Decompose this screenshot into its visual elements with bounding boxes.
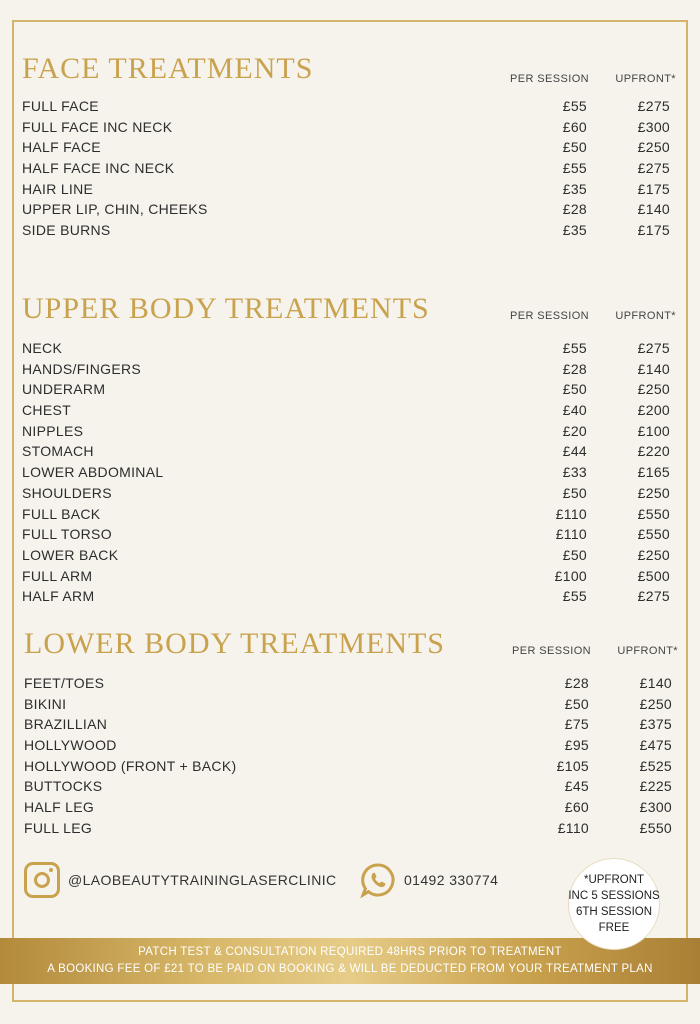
treatment-name: UPPER LIP, CHIN, CHEEKS: [22, 201, 208, 218]
per-session-price: £110: [557, 819, 589, 836]
whatsapp-contact[interactable]: [360, 862, 498, 898]
upfront-price: £525: [639, 757, 672, 774]
per-session-price: £95: [564, 737, 589, 754]
price-row: [22, 160, 672, 181]
badge-line: *UPFRONT: [583, 874, 645, 886]
upfront-price: £250: [637, 484, 670, 501]
per-session-price: £100: [554, 567, 587, 584]
price-row: [22, 201, 672, 222]
instagram-icon: [24, 862, 60, 898]
per-session-price: £60: [562, 118, 587, 135]
per-session-header: PER SESSION: [510, 310, 589, 322]
treatment-name: LOWER BACK: [22, 546, 119, 563]
treatment-name: HANDS/FINGERS: [22, 360, 142, 377]
price-row: [22, 222, 672, 243]
treatment-name: HALF FACE INC NECK: [22, 160, 175, 177]
upfront-price: £140: [639, 675, 672, 691]
price-row: [22, 139, 672, 160]
upfront-price: £165: [637, 464, 670, 481]
upfront-price: £275: [637, 160, 670, 177]
upfront-offer-badge: [568, 858, 660, 950]
price-list: [22, 340, 672, 609]
per-session-price: £50: [564, 695, 589, 712]
price-row: [24, 799, 674, 820]
per-session-price: £28: [562, 201, 587, 218]
treatment-name: SIDE BURNS: [22, 222, 111, 239]
price-row: [24, 675, 674, 696]
treatment-name: STOMACH: [22, 443, 94, 460]
treatment-name: FULL ARM: [22, 567, 93, 584]
per-session-price: £105: [556, 757, 589, 774]
section-title: FACE TREATMENTS: [22, 52, 314, 85]
banner-line: PATCH TEST & CONSULTATION REQUIRED 48HRS PRIOR TO TREATMENT: [138, 946, 562, 958]
section-title: UPPER BODY TREATMENTS: [22, 292, 430, 325]
upfront-price: £275: [637, 98, 670, 114]
lower-body-treatments-section: [24, 627, 678, 847]
per-session-price: £33: [562, 464, 587, 481]
price-row: [22, 402, 672, 423]
price-row: [22, 526, 672, 547]
per-session-price: £55: [562, 98, 587, 114]
upfront-price: £175: [637, 222, 670, 239]
phone-number[interactable]: 01492 330774: [404, 872, 499, 888]
price-row: [22, 443, 672, 464]
upfront-price: £550: [637, 526, 670, 543]
per-session-price: £50: [562, 381, 587, 398]
price-list: [24, 675, 674, 841]
treatment-name: FULL BACK: [22, 505, 101, 522]
price-row: [22, 340, 672, 361]
per-session-price: £75: [564, 716, 589, 733]
treatment-name: FULL FACE: [22, 98, 99, 114]
price-row: [22, 485, 672, 506]
upfront-price: £175: [637, 180, 670, 197]
upfront-price: £550: [639, 819, 672, 836]
per-session-price: £55: [562, 160, 587, 177]
treatment-name: CHEST: [22, 402, 71, 419]
price-row: [24, 778, 674, 799]
price-row: [24, 696, 674, 717]
per-session-price: £55: [562, 340, 587, 356]
upfront-header: UPFRONT*: [615, 73, 676, 85]
treatment-name: NECK: [22, 340, 63, 356]
upfront-price: £475: [639, 737, 672, 754]
price-row: [24, 820, 674, 841]
treatment-name: FULL LEG: [24, 819, 93, 836]
per-session-header: PER SESSION: [512, 645, 591, 657]
treatment-name: SHOULDERS: [22, 484, 112, 501]
per-session-header: PER SESSION: [510, 73, 589, 85]
price-row: [22, 568, 672, 589]
upfront-header: UPFRONT*: [615, 310, 676, 322]
upfront-price: £250: [639, 695, 672, 712]
treatment-name: FULL FACE INC NECK: [22, 118, 173, 135]
price-list: [22, 98, 672, 243]
price-row: [22, 98, 672, 119]
per-session-price: £50: [562, 139, 587, 156]
upfront-price: £275: [637, 340, 670, 356]
price-row: [22, 381, 672, 402]
per-session-price: £28: [564, 675, 589, 691]
upfront-price: £300: [639, 799, 672, 816]
badge-line: INC 5 SESSIONS: [568, 890, 660, 902]
upfront-price: £250: [637, 381, 670, 398]
upfront-price: £300: [637, 118, 670, 135]
treatment-name: BRAZILLIAN: [24, 716, 108, 733]
price-row: [22, 506, 672, 527]
price-row: [22, 464, 672, 485]
badge-line: 6TH SESSION: [575, 906, 653, 918]
treatment-name: NIPPLES: [22, 422, 84, 439]
banner-line: A BOOKING FEE OF £21 TO BE PAID ON BOOKING & WILL BE DEDUCTED FROM YOUR TREATMENT PLAN: [47, 963, 653, 975]
per-session-price: £40: [562, 402, 587, 419]
per-session-price: £20: [562, 422, 587, 439]
price-row: [24, 758, 674, 779]
upfront-price: £140: [637, 360, 670, 377]
per-session-price: £28: [562, 360, 587, 377]
upfront-price: £220: [637, 443, 670, 460]
price-row: [24, 737, 674, 758]
per-session-price: £110: [555, 505, 587, 522]
treatment-name: HALF FACE: [22, 139, 101, 156]
per-session-price: £35: [562, 222, 587, 239]
upfront-header: UPFRONT*: [617, 645, 678, 657]
upper-body-treatments-section: [22, 292, 676, 612]
per-session-price: £35: [562, 180, 587, 197]
price-row: [24, 716, 674, 737]
upfront-price: £200: [637, 402, 670, 419]
price-row: [22, 181, 672, 202]
badge-line: FREE: [598, 922, 630, 934]
treatment-name: HOLLYWOOD (FRONT + BACK): [24, 757, 237, 774]
price-row: [22, 588, 672, 609]
upfront-price: £275: [637, 588, 670, 605]
per-session-price: £45: [564, 778, 589, 795]
upfront-price: £225: [639, 778, 672, 795]
per-session-price: £110: [555, 526, 587, 543]
treatment-name: HALF ARM: [22, 588, 95, 605]
upfront-price: £250: [637, 139, 670, 156]
whatsapp-icon: [360, 862, 396, 898]
treatment-name: HALF LEG: [24, 799, 95, 816]
upfront-price: £100: [637, 422, 670, 439]
treatment-name: FEET/TOES: [24, 675, 105, 691]
price-row: [22, 119, 672, 140]
section-title: LOWER BODY TREATMENTS: [24, 627, 445, 660]
per-session-price: £44: [562, 443, 587, 460]
per-session-price: £50: [562, 546, 587, 563]
treatment-name: LOWER ABDOMINAL: [22, 464, 164, 481]
upfront-price: £500: [637, 567, 670, 584]
upfront-price: £375: [639, 716, 672, 733]
treatment-name: BUTTOCKS: [24, 778, 103, 795]
treatment-name: BIKINI: [24, 695, 67, 712]
per-session-price: £50: [562, 484, 587, 501]
treatment-name: HOLLYWOOD: [24, 737, 117, 754]
per-session-price: £60: [564, 799, 589, 816]
upfront-price: £550: [637, 505, 670, 522]
price-row: [22, 547, 672, 568]
face-treatments-section: [22, 52, 676, 242]
upfront-price: £140: [637, 201, 670, 218]
per-session-price: £55: [562, 588, 587, 605]
price-row: [22, 423, 672, 444]
upfront-price: £250: [637, 546, 670, 563]
instagram-contact[interactable]: [24, 862, 337, 898]
treatment-name: FULL TORSO: [22, 526, 112, 543]
treatment-name: HAIR LINE: [22, 180, 94, 197]
price-row: [22, 361, 672, 382]
instagram-handle[interactable]: @LAOBEAUTYTRAININGLASERCLINIC: [68, 872, 337, 888]
treatment-name: UNDERARM: [22, 381, 106, 398]
